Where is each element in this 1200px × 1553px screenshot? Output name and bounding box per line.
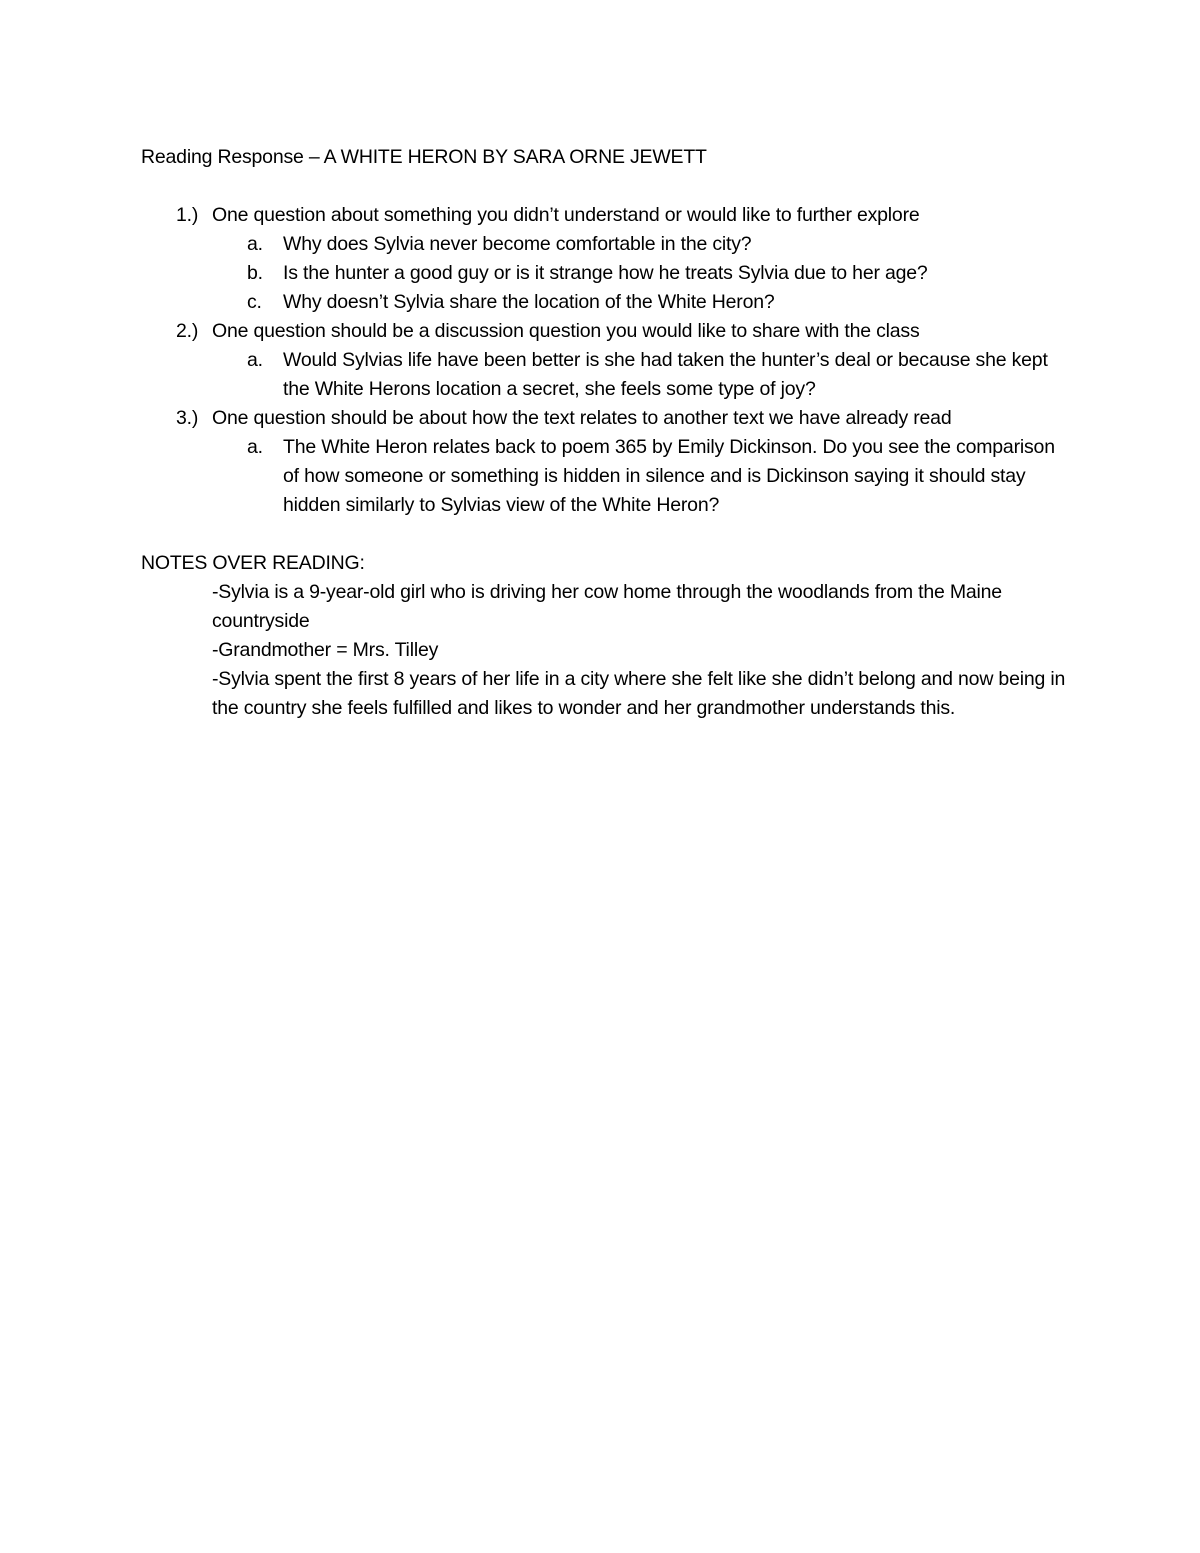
document-title: Reading Response – A WHITE HERON BY SARA ORNE JEWETT <box>141 146 707 168</box>
sub-item-letter: b. <box>247 262 263 284</box>
sub-item <box>141 288 1071 317</box>
question-item <box>141 404 1071 433</box>
sub-item-text: The White Heron relates back to poem 365 by Emily Dickinson. Do you see the comparison of how someone or something is hidden in silence and is Dickinson saying it should stay hidden similarly to Sylvias view of the White Heron? <box>283 436 1055 516</box>
question-number: 3.) <box>176 407 199 429</box>
note-item: -Grandmother = Mrs. Tilley <box>212 639 439 661</box>
sub-item <box>141 230 1071 259</box>
question-item <box>141 201 1071 230</box>
question-item <box>141 317 1071 346</box>
notes-heading: NOTES OVER READING: <box>141 552 365 574</box>
question-number: 2.) <box>176 320 199 342</box>
question-text: One question should be a discussion question you would like to share with the class <box>212 320 920 342</box>
sub-item-letter: a. <box>247 349 263 371</box>
document-body <box>141 143 1071 723</box>
question-number: 1.) <box>176 204 199 226</box>
sub-item-text: Would Sylvias life have been better is she had taken the hunter’s deal or because she kept the White Herons location a secret, she feels some type of joy? <box>283 349 1048 400</box>
sub-item-text: Why doesn’t Sylvia share the location of the White Heron? <box>283 291 775 313</box>
sub-item-letter: c. <box>247 291 262 313</box>
question-text: One question about something you didn’t understand or would like to further explore <box>212 204 920 226</box>
sub-item-text: Is the hunter a good guy or is it strange how he treats Sylvia due to her age? <box>283 262 928 284</box>
note-item: -Sylvia spent the first 8 years of her life in a city where she felt like she didn’t belong and now being in the country she feels fulfilled and likes to wonder and her grandmother understands this. <box>212 668 1066 719</box>
question-text: One question should be about how the text relates to another text we have already read <box>212 407 952 429</box>
sub-item <box>141 259 1071 288</box>
sub-item <box>141 346 1071 404</box>
sub-item-letter: a. <box>247 436 263 458</box>
sub-item-text: Why does Sylvia never become comfortable in the city? <box>283 233 752 255</box>
note-item: -Sylvia is a 9-year-old girl who is driving her cow home through the woodlands from the Maine countryside <box>212 581 1002 632</box>
sub-item <box>141 433 1071 520</box>
sub-item-letter: a. <box>247 233 263 255</box>
